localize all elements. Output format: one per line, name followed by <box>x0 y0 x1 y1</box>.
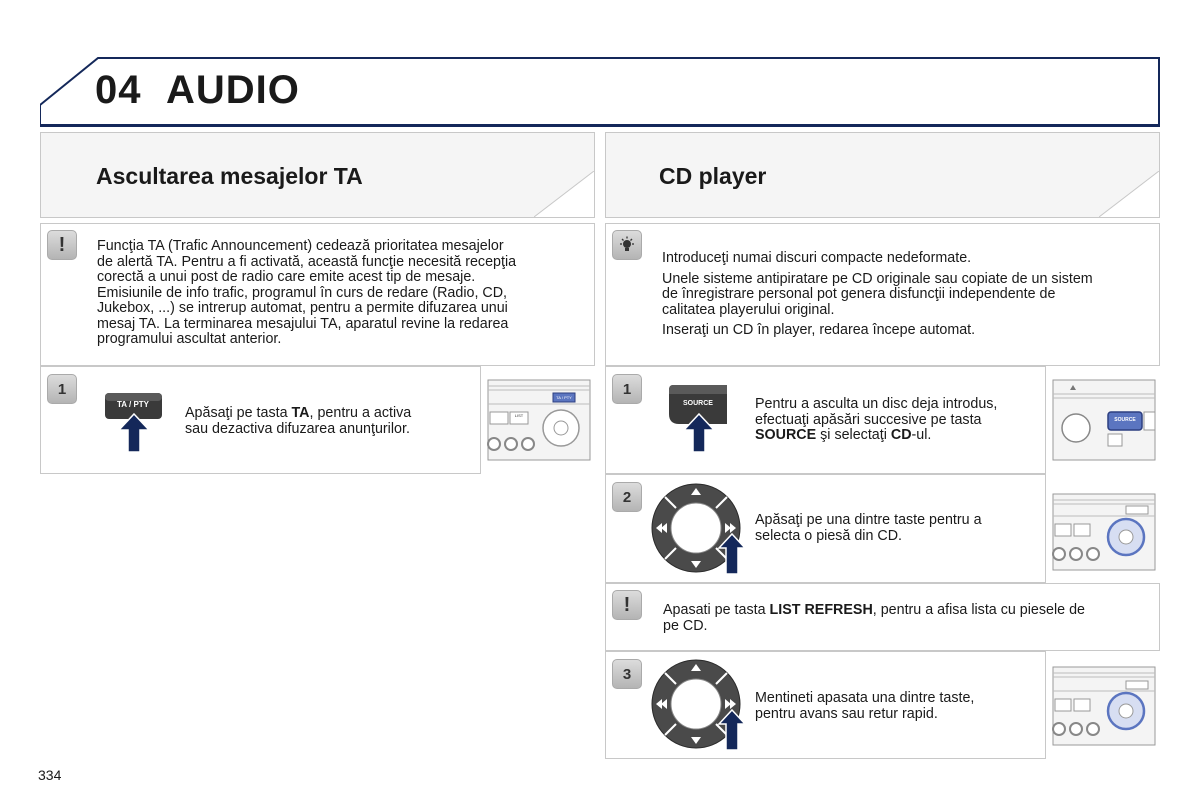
radio-panel-icon <box>1045 651 1160 759</box>
lightbulb-icon <box>612 230 642 260</box>
warning-line: mesaj TA. La terminarea mesajului TA, aparatul revine la redarea <box>97 315 509 332</box>
ta-warning-text <box>97 239 577 348</box>
source-button-label: SOURCE <box>683 400 713 407</box>
chapter-number: 04 <box>95 68 142 112</box>
ta-step-1-text: Apăsaţi pe tasta TA, pentru a activa sau dezactiva difuzarea anunţurilor. <box>185 405 412 437</box>
page-number: 334 <box>38 767 62 783</box>
cd-step-2-text: Apăsaţi pe una dintre taste pentru a selecta o piesă din CD. <box>755 512 982 544</box>
cd-step-1-text: Pentru a asculta un disc deja introdus, efectuaţi apăsări succesive pe tasta SOURCE şi selectaţi CD-ul. <box>755 396 998 443</box>
warning-line: Emisiunile de info trafic, programul în curs de redare (Radio, CD, <box>97 284 508 301</box>
step-number-badge: 1 <box>47 374 77 404</box>
right-section-title: CD player <box>659 163 767 189</box>
warning-line: programului ascultat anterior. <box>97 331 282 347</box>
ta-pty-button-label: TA / PTY <box>117 400 149 409</box>
step-number-badge: 2 <box>612 482 642 512</box>
source-button-illustration <box>667 384 731 454</box>
thumb-list-label: LIST <box>514 413 524 418</box>
left-section-title: Ascultarea mesajelor TA <box>96 163 363 189</box>
list-refresh-text: Apasati pe tasta LIST REFRESH, pentru a afisa lista cu piesele de pe CD. <box>663 602 1085 634</box>
cd-step-3-text: Mentineti apasata una dintre taste, pentru avans sau retur rapid. <box>755 690 975 722</box>
exclamation-icon: ! <box>612 590 642 620</box>
radio-panel-icon <box>480 366 595 474</box>
warning-line: Jukebox, ...) se intrerup automat, pentru a permite difuzarea unui <box>97 300 508 316</box>
warning-line: de alertă TA. Pentru a fi activată, această funcţie necesită recepţia <box>97 253 517 270</box>
cd-info-text: Introduceţi numai discuri compacte nedeformate. Unele sisteme antipiratare pe CD originale sau copiate de un sistem de înregistrare personal pot genera disfuncţii independente de calitatea playerului original. Inseraţi un CD în player, redarea începe automat. <box>662 250 1093 338</box>
chapter-title: AUDIO <box>166 68 300 112</box>
step-number-badge: 1 <box>612 374 642 404</box>
warning-line: corectă a unui post de radio care emite acest tip de mesaje. <box>97 269 476 285</box>
nav-pad-icon <box>650 658 746 752</box>
warning-line: Funcţia TA (Trafic Announcement) cedează prioritatea mesajelor <box>97 238 504 254</box>
radio-panel-icon <box>1045 474 1160 583</box>
step-number-badge: 3 <box>612 659 642 689</box>
exclamation-icon: ! <box>47 230 77 260</box>
corner-cut <box>534 171 594 217</box>
radio-panel-icon <box>1045 366 1160 474</box>
thumb-source-label: SOURCE <box>1114 417 1136 423</box>
ta-pty-button-illustration <box>104 392 164 454</box>
nav-pad-icon <box>650 482 746 576</box>
thumb-ta-pty-label: TA / PTY <box>556 395 572 400</box>
